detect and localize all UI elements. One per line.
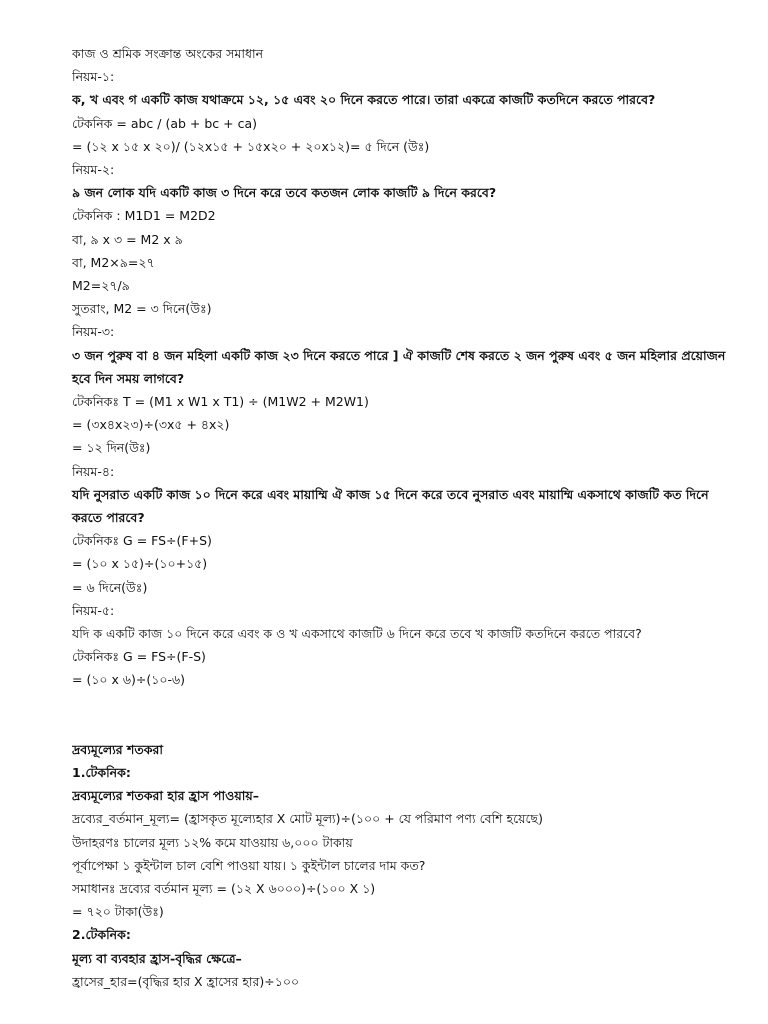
rule-5-technique: টেকনিকঃ G = FS÷(F-S) <box>72 649 206 665</box>
rule-2-step-3: M2=২৭/৯ <box>72 278 130 294</box>
rule-2-step-2: বা, M2×৯=২৭ <box>72 254 155 270</box>
rule-1-solution: = (১২ x ১৫ x ২০)/ (১২x১৫ + ১৫x২০ + ২০x১২)= ৫ দিনে (উঃ) <box>72 138 430 154</box>
technique-1-solution: সমাধানঃ দ্রব্যের বর্তমান মূল্য = (১২ X ৬০০০)÷(১০০ X ১) <box>72 880 376 896</box>
rule-1-heading: নিয়ম-১: <box>72 69 115 85</box>
rule-2-heading: নিয়ম-২: <box>72 162 115 178</box>
technique-1-example-cont: পূর্বাপেক্ষা ১ কুইন্টাল চাল বেশি পাওয়া যায়। ১ কুইন্টাল চালের দাম কত? <box>72 857 426 873</box>
rule-3-step-1: = (৩x৪x২৩)÷(৩x৫ + ৪x২) <box>72 417 230 433</box>
rule-4-question: যদি নুসরাত একটি কাজ ১০ দিনে করে এবং মায়াম্মি ঐ কাজ ১৫ দিনে করে তবে নুসরাত এবং মায়াম্মি একসাথে কাজটি কত দিনে করতে পারবে? <box>72 486 709 526</box>
rule-3-technique: টেকনিকঃ T = (M1 x W1 x T1) ÷ (M1W2 + M2W1) <box>72 394 369 410</box>
technique-1-subheading: দ্রব্যমূল্যের শতকরা হার হ্রাস পাওয়ায়– <box>72 788 259 804</box>
section-spacer <box>72 692 728 738</box>
rule-2-question: ৯ জন লোক যদি একটি কাজ ৩ দিনে করে তবে কতজন লোক কাজটি ৯ দিনে করবে? <box>72 185 497 201</box>
technique-2-subheading: মূল্য বা ব্যবহার হ্রাস-বৃদ্ধির ক্ষেত্রে– <box>72 950 242 966</box>
rule-4-step-1: = (১০ x ১৫)÷(১০+১৫) <box>72 556 208 572</box>
technique-1-example: উদাহরণঃ চালের মূল্য ১২% কমে যাওয়ায় ৬,০০০ টাকায় <box>72 834 353 850</box>
technique-1-formula: দ্রব্যের_বর্তমান_মূল্য= (হ্রাসকৃত মূল্যেহার X মোট মূল্য)÷(১০০ + যে পরিমাণ পণ্য বেশি হয়েছে) <box>72 811 543 827</box>
rule-2-answer: সুতরাং, M2 = ৩ দিনে(উঃ) <box>72 301 212 317</box>
rule-5-step-1: = (১০ x ৬)÷(১০-৬) <box>72 672 186 688</box>
rule-5-question: যদি ক একটি কাজ ১০ দিনে করে এবং ক ও খ একসাথে কাজটি ৬ দিনে করে তবে খ কাজটি কতদিনে করতে পারবে? <box>72 626 642 642</box>
rule-2-step-1: বা, ৯ x ৩ = M2 x ৯ <box>72 231 183 247</box>
technique-2-formula: হ্রাসের_হার=(বৃদ্ধির হার X হ্রাসের হার)÷১০০ <box>72 973 300 989</box>
document-title: কাজ ও শ্রমিক সংক্রান্ত অংকের সমাধান <box>72 46 264 61</box>
rule-5-heading: নিয়ম-৫: <box>72 602 115 618</box>
technique-2-heading: 2.টেকনিক: <box>72 927 131 943</box>
technique-1-answer: = ৭২০ টাকা(উঃ) <box>72 904 164 920</box>
rule-3-heading: নিয়ম-৩: <box>72 324 115 340</box>
rule-4-heading: নিয়ম-৪: <box>72 463 115 479</box>
rule-3-question: ৩ জন পুরুষ বা ৪ জন মহিলা একটি কাজ ২৩ দিনে করতে পারে ] ঐ কাজটি শেষ করতে ২ জন পুরুষ এবং ৫ জন মহিলার প্রয়োজন হবে দিন সময় লাগবে? <box>72 347 726 386</box>
rule-4-technique: টেকনিকঃ G = FS÷(F+S) <box>72 533 212 549</box>
technique-1-heading: 1.টেকনিক: <box>72 764 131 780</box>
rule-1-question: ক, খ এবং গ একটি কাজ যথাক্রমে ১২, ১৫ এবং ২০ দিনে করতে পারে। তারা একত্রে কাজটি কতদিনে করতে পারবে? <box>72 92 656 108</box>
rule-2-technique: টেকনিক : M1D1 = M2D2 <box>72 208 216 224</box>
rule-1-technique: টেকনিক = abc / (ab + bc + ca) <box>72 115 257 131</box>
rule-3-answer: = ১২ দিন(উঃ) <box>72 440 151 456</box>
price-section-heading: দ্রব্যমূল্যের শতকরা <box>72 741 164 757</box>
rule-4-answer: = ৬ দিনে(উঃ) <box>72 579 148 595</box>
